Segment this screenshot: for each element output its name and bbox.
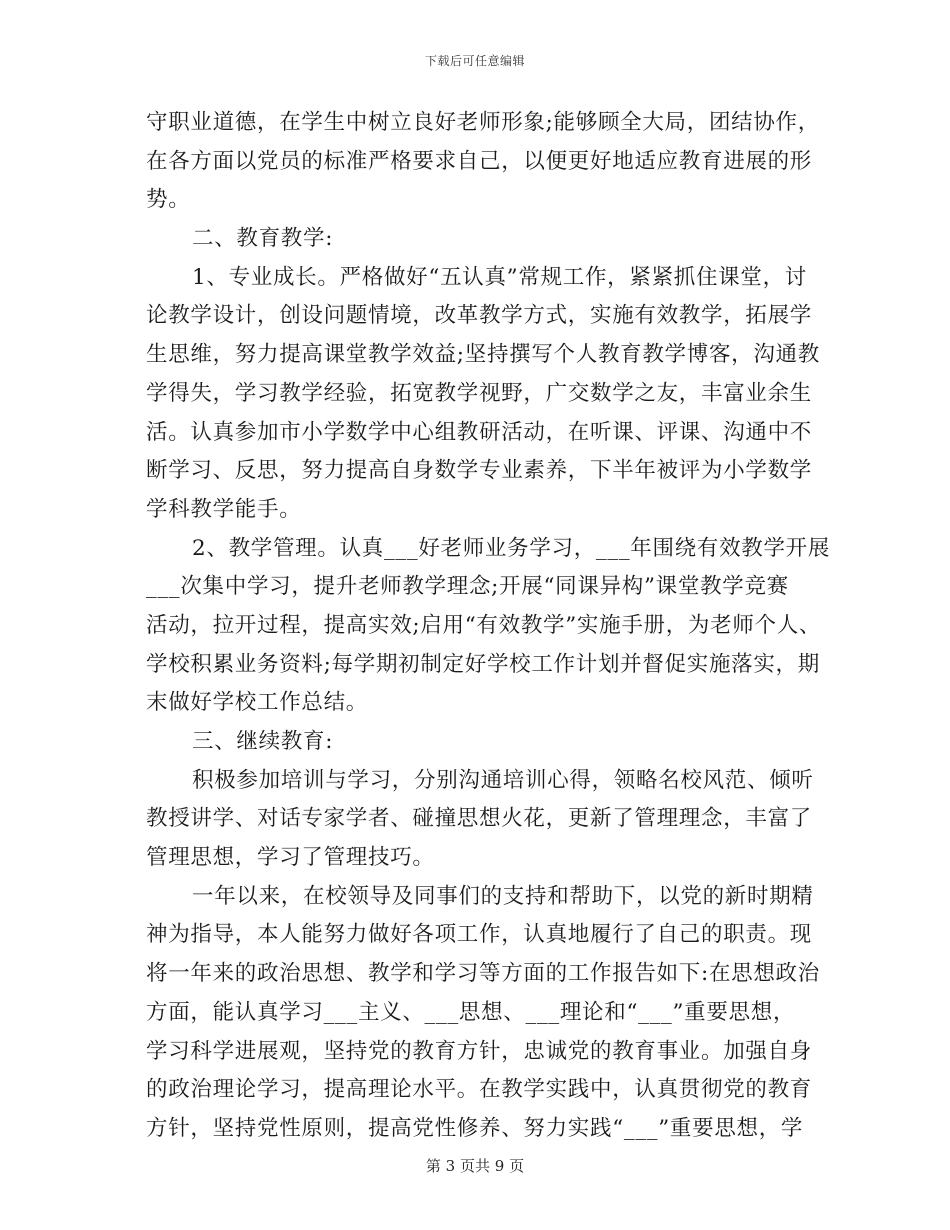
text-line: 将一年来的政治思想、教学和学习等方面的工作报告如下:在思想政治	[146, 961, 820, 987]
text-line: 学得失，学习教学经验，拓宽教学视野，广交数学之友，丰富业余生	[146, 380, 813, 406]
paragraph-first-line: 2、教学管理。认真___好老师业务学习，___年围绕有效教学开展	[192, 535, 831, 561]
text-line: 守职业道德，在学生中树立良好老师形象;能够顾全大局，团结协作，	[146, 110, 820, 135]
text-line: ___次集中学习，提升老师教学理念;开展“同课异构”课堂教学竞赛	[146, 574, 789, 600]
text-line: 学校积累业务资料;每学期初制定好学校工作计划并督促实施落实，期	[146, 651, 820, 677]
text-line: 在各方面以党员的标准严格要求自己，以便更好地适应教育进展的形	[146, 148, 813, 174]
text-line: 管理思想，学习了管理技巧。	[146, 845, 435, 871]
paragraph-first-line: 积极参加培训与学习，分别沟通培训心得，领略名校风范、倾听	[192, 767, 814, 793]
text-line: 的政治理论学习，提高理论水平。在教学实践中，认真贯彻党的教育	[146, 1077, 813, 1103]
text-line: 活动，拉开过程，提高实效;启用“有效教学”实施手册，为老师个人、	[146, 612, 822, 638]
text-line: 学科教学能手。	[146, 496, 302, 522]
text-line: 教授讲学、对话专家学者、碰撞思想火花，更新了管理理念，丰富了	[146, 806, 813, 832]
text-line: 生思维，努力提高课堂教学效益;坚持撰写个人教育教学博客，沟通教	[146, 342, 820, 368]
section-heading: 二、教育教学:	[192, 226, 334, 252]
section-heading: 三、继续教育:	[192, 729, 334, 754]
text-line: 方面，能认真学习___主义、___思想、___理论和“___”重要思想，	[146, 999, 796, 1025]
page-header: 下载后可任意编辑	[424, 54, 525, 68]
text-line: 活。认真参加市小学数学中心组教研活动，在听课、评课、沟通中不	[146, 419, 813, 445]
text-line: 末做好学校工作总结。	[146, 690, 369, 716]
text-line: 断学习、反思，努力提高自身数学专业素养，下半年被评为小学数学	[146, 458, 813, 484]
paragraph-first-line: 1、专业成长。严格做好“五认真”常规工作，紧紧抓住课堂，讨	[192, 264, 807, 290]
page-footer: 第 3 页共 9 页	[425, 1157, 525, 1175]
text-line: 方针，坚持党性原则，提高党性修养、努力实践“___”重要思想，学	[146, 1115, 804, 1141]
text-line: 神为指导，本人能努力做好各项工作，认真地履行了自己的职责。现	[146, 922, 813, 948]
text-line: 论教学设计，创设问题情境，改革教学方式，实施有效教学，拓展学	[146, 303, 813, 329]
text-line: 学习科学进展观，坚持党的教育方针，忠诚党的教育事业。加强自身	[146, 1038, 813, 1064]
text-line: 势。	[146, 187, 191, 213]
paragraph-first-line: 一年以来，在校领导及同事们的支持和帮助下，以党的新时期精	[192, 883, 814, 909]
document-body	[146, 104, 831, 1149]
